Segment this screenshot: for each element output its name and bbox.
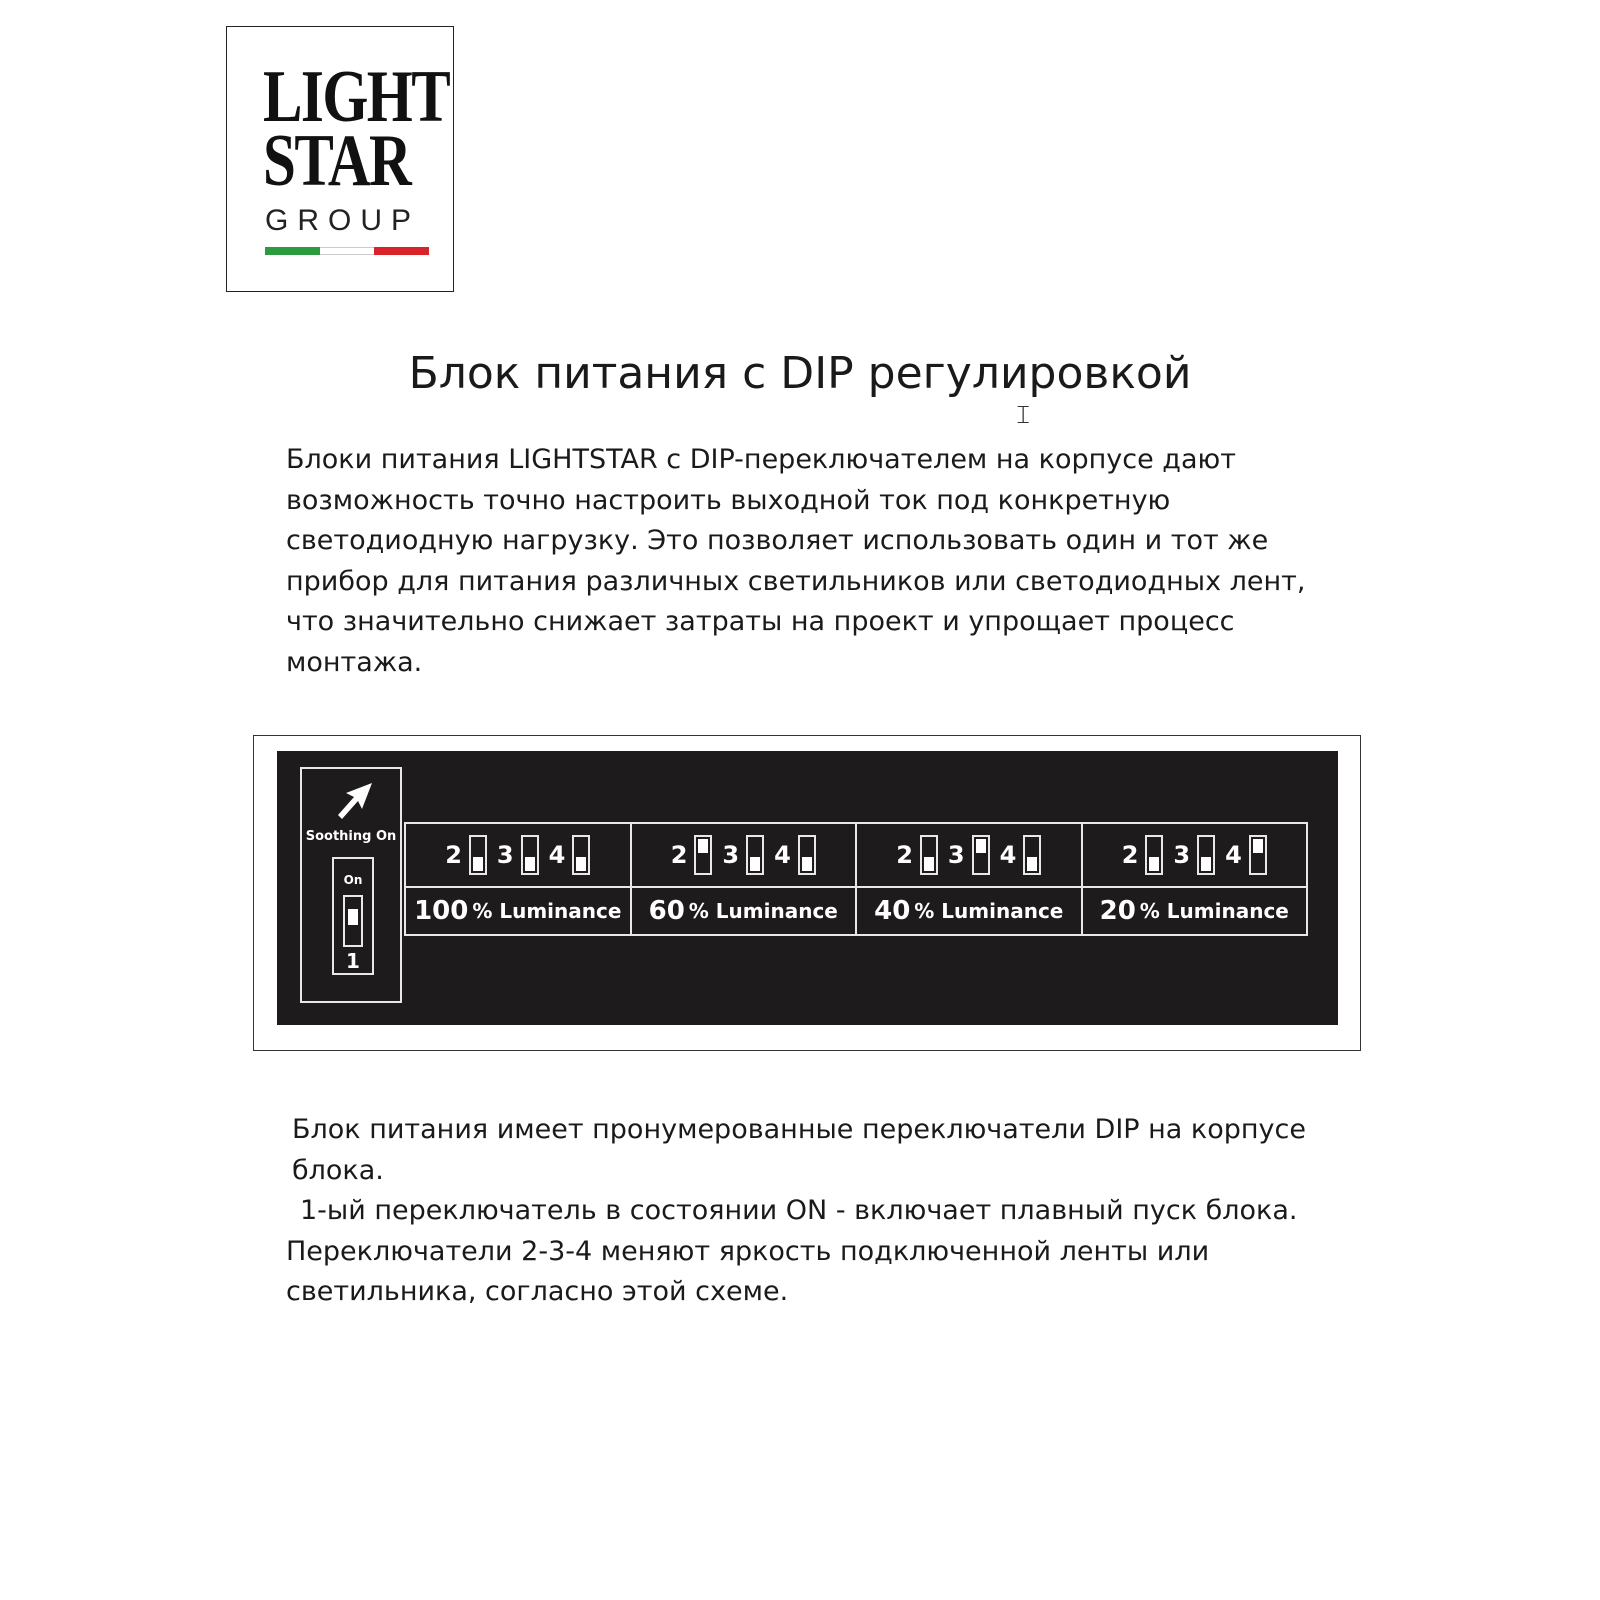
dip-switch-up	[694, 835, 712, 875]
logo-text-star: STAR	[263, 120, 411, 202]
dip-switch-number: 4	[1225, 841, 1242, 869]
dip-switch-down	[1197, 835, 1215, 875]
dip-switch-down	[1023, 835, 1041, 875]
text-cursor-icon: 𝙸	[1014, 400, 1033, 430]
on-label: On	[343, 873, 363, 887]
dip-switch-knob	[698, 839, 708, 853]
dip-switch-knob	[976, 839, 986, 853]
soothing-on-box	[300, 767, 402, 1003]
diagram-panel	[277, 751, 1338, 1025]
description-line-3: Переключатели 2-3-4 меняют яркость подключенной ленты или светильника, согласно этой схеме.	[286, 1235, 1210, 1307]
dip-switch-number: 4	[548, 841, 566, 869]
luminance-column	[1083, 824, 1307, 934]
dip-switch-group	[774, 835, 816, 875]
dip-switch-down	[920, 835, 938, 875]
dip-switch-number: 2	[896, 841, 913, 869]
dip-switch-down	[469, 835, 487, 875]
flag-green	[265, 247, 320, 255]
switch-states-row	[406, 824, 630, 888]
luminance-column	[857, 824, 1083, 934]
dip-switch-number: 3	[947, 841, 965, 869]
description-line-2: 1-ый переключатель в состоянии ON - включает плавный пуск блока.	[300, 1195, 1298, 1226]
logo-text-group: GROUP	[265, 204, 421, 237]
dip-switch-number: 4	[999, 841, 1017, 869]
page-title	[0, 348, 1600, 399]
switch-description	[286, 1110, 1326, 1313]
dip-switch-up	[972, 835, 990, 875]
lightstar-logo	[226, 26, 454, 292]
dip-switch-1-knob	[348, 909, 358, 925]
dip-switch-down	[746, 835, 764, 875]
dip-switch-knob	[1201, 857, 1211, 871]
dip-switch-group	[1173, 835, 1215, 875]
dip-switch-number: 3	[1173, 841, 1191, 869]
luminance-column	[632, 824, 858, 934]
dip-switch-group	[497, 835, 539, 875]
luminance-table	[404, 822, 1308, 936]
dip-switch-down	[572, 835, 590, 875]
dip-switch-number: 2	[670, 841, 688, 869]
dip-switch-knob	[1027, 857, 1037, 871]
page-title-text: Блок питания с DIP регулировкой	[408, 348, 1192, 399]
dip-switch-number: 3	[496, 841, 514, 869]
switch-states-row	[1083, 824, 1307, 888]
luminance-label	[857, 888, 1081, 934]
luminance-label	[406, 888, 630, 934]
dip-switch-down	[798, 835, 816, 875]
dip-switch-knob	[525, 857, 535, 871]
luminance-suffix: % Luminance	[914, 899, 1064, 923]
dip-switch-knob	[924, 857, 934, 871]
luminance-column	[406, 824, 632, 934]
arrow-up-right-icon	[332, 779, 376, 823]
flag-red	[374, 247, 429, 255]
dip-switch-number: 2	[1121, 841, 1139, 869]
dip-switch-group	[722, 835, 764, 875]
dip-switch-group	[445, 835, 487, 875]
luminance-percent: 100	[414, 896, 469, 926]
dip-switch-diagram	[253, 735, 1361, 1051]
dip-switch-down	[1145, 835, 1163, 875]
dip-switch-knob	[1253, 839, 1263, 853]
luminance-percent: 60	[648, 896, 685, 926]
dip-switch-1	[343, 895, 363, 947]
description-line-1: Блок питания имеет пронумерованные переключатели DIP на корпусе блока.	[292, 1114, 1306, 1186]
flag-white	[320, 247, 375, 255]
luminance-suffix: % Luminance	[688, 899, 838, 923]
dip-switch-down	[521, 835, 539, 875]
switch-1-label: 1	[346, 949, 360, 973]
dip-switch-number: 4	[774, 841, 791, 869]
dip-switch-number: 3	[722, 841, 740, 869]
dip-switch-group	[948, 835, 990, 875]
dip-switch-knob	[750, 857, 760, 871]
dip-switch-up	[1249, 835, 1267, 875]
luminance-label	[632, 888, 856, 934]
dip-switch-group	[671, 835, 713, 875]
luminance-percent: 40	[874, 896, 911, 926]
luminance-suffix: % Luminance	[472, 899, 622, 923]
dip-switch-knob	[576, 857, 586, 871]
soothing-on-label: Soothing On	[305, 829, 397, 844]
luminance-suffix: % Luminance	[1139, 899, 1289, 923]
dip-switch-knob	[802, 857, 812, 871]
luminance-percent: 20	[1099, 896, 1136, 926]
dip-switch-group	[1122, 835, 1164, 875]
dip-switch-group	[1000, 835, 1042, 875]
dip-switch-group	[549, 835, 591, 875]
dip-switch-group	[896, 835, 938, 875]
logo-text-light: LIGHT	[263, 56, 450, 138]
dip-switch-number: 2	[445, 841, 462, 869]
switch-states-row	[632, 824, 856, 888]
switch-1-box	[332, 857, 374, 975]
dip-switch-knob	[1149, 857, 1159, 871]
luminance-label	[1083, 888, 1307, 934]
dip-switch-group	[1225, 835, 1267, 875]
intro-paragraph: Блоки питания LIGHTSTAR с DIP-переключателем на корпусе дают возможность точно настроить выходной ток под конкретную светодиодную нагрузку. Это позволяет использовать один и тот же прибор для питания различных светильников или светодиодных лент, что значительно снижает затраты на проект и упрощает процесс монтажа.	[286, 444, 1306, 678]
dip-switch-knob	[473, 857, 483, 871]
italian-flag-stripe	[265, 247, 429, 255]
switch-states-row	[857, 824, 1081, 888]
